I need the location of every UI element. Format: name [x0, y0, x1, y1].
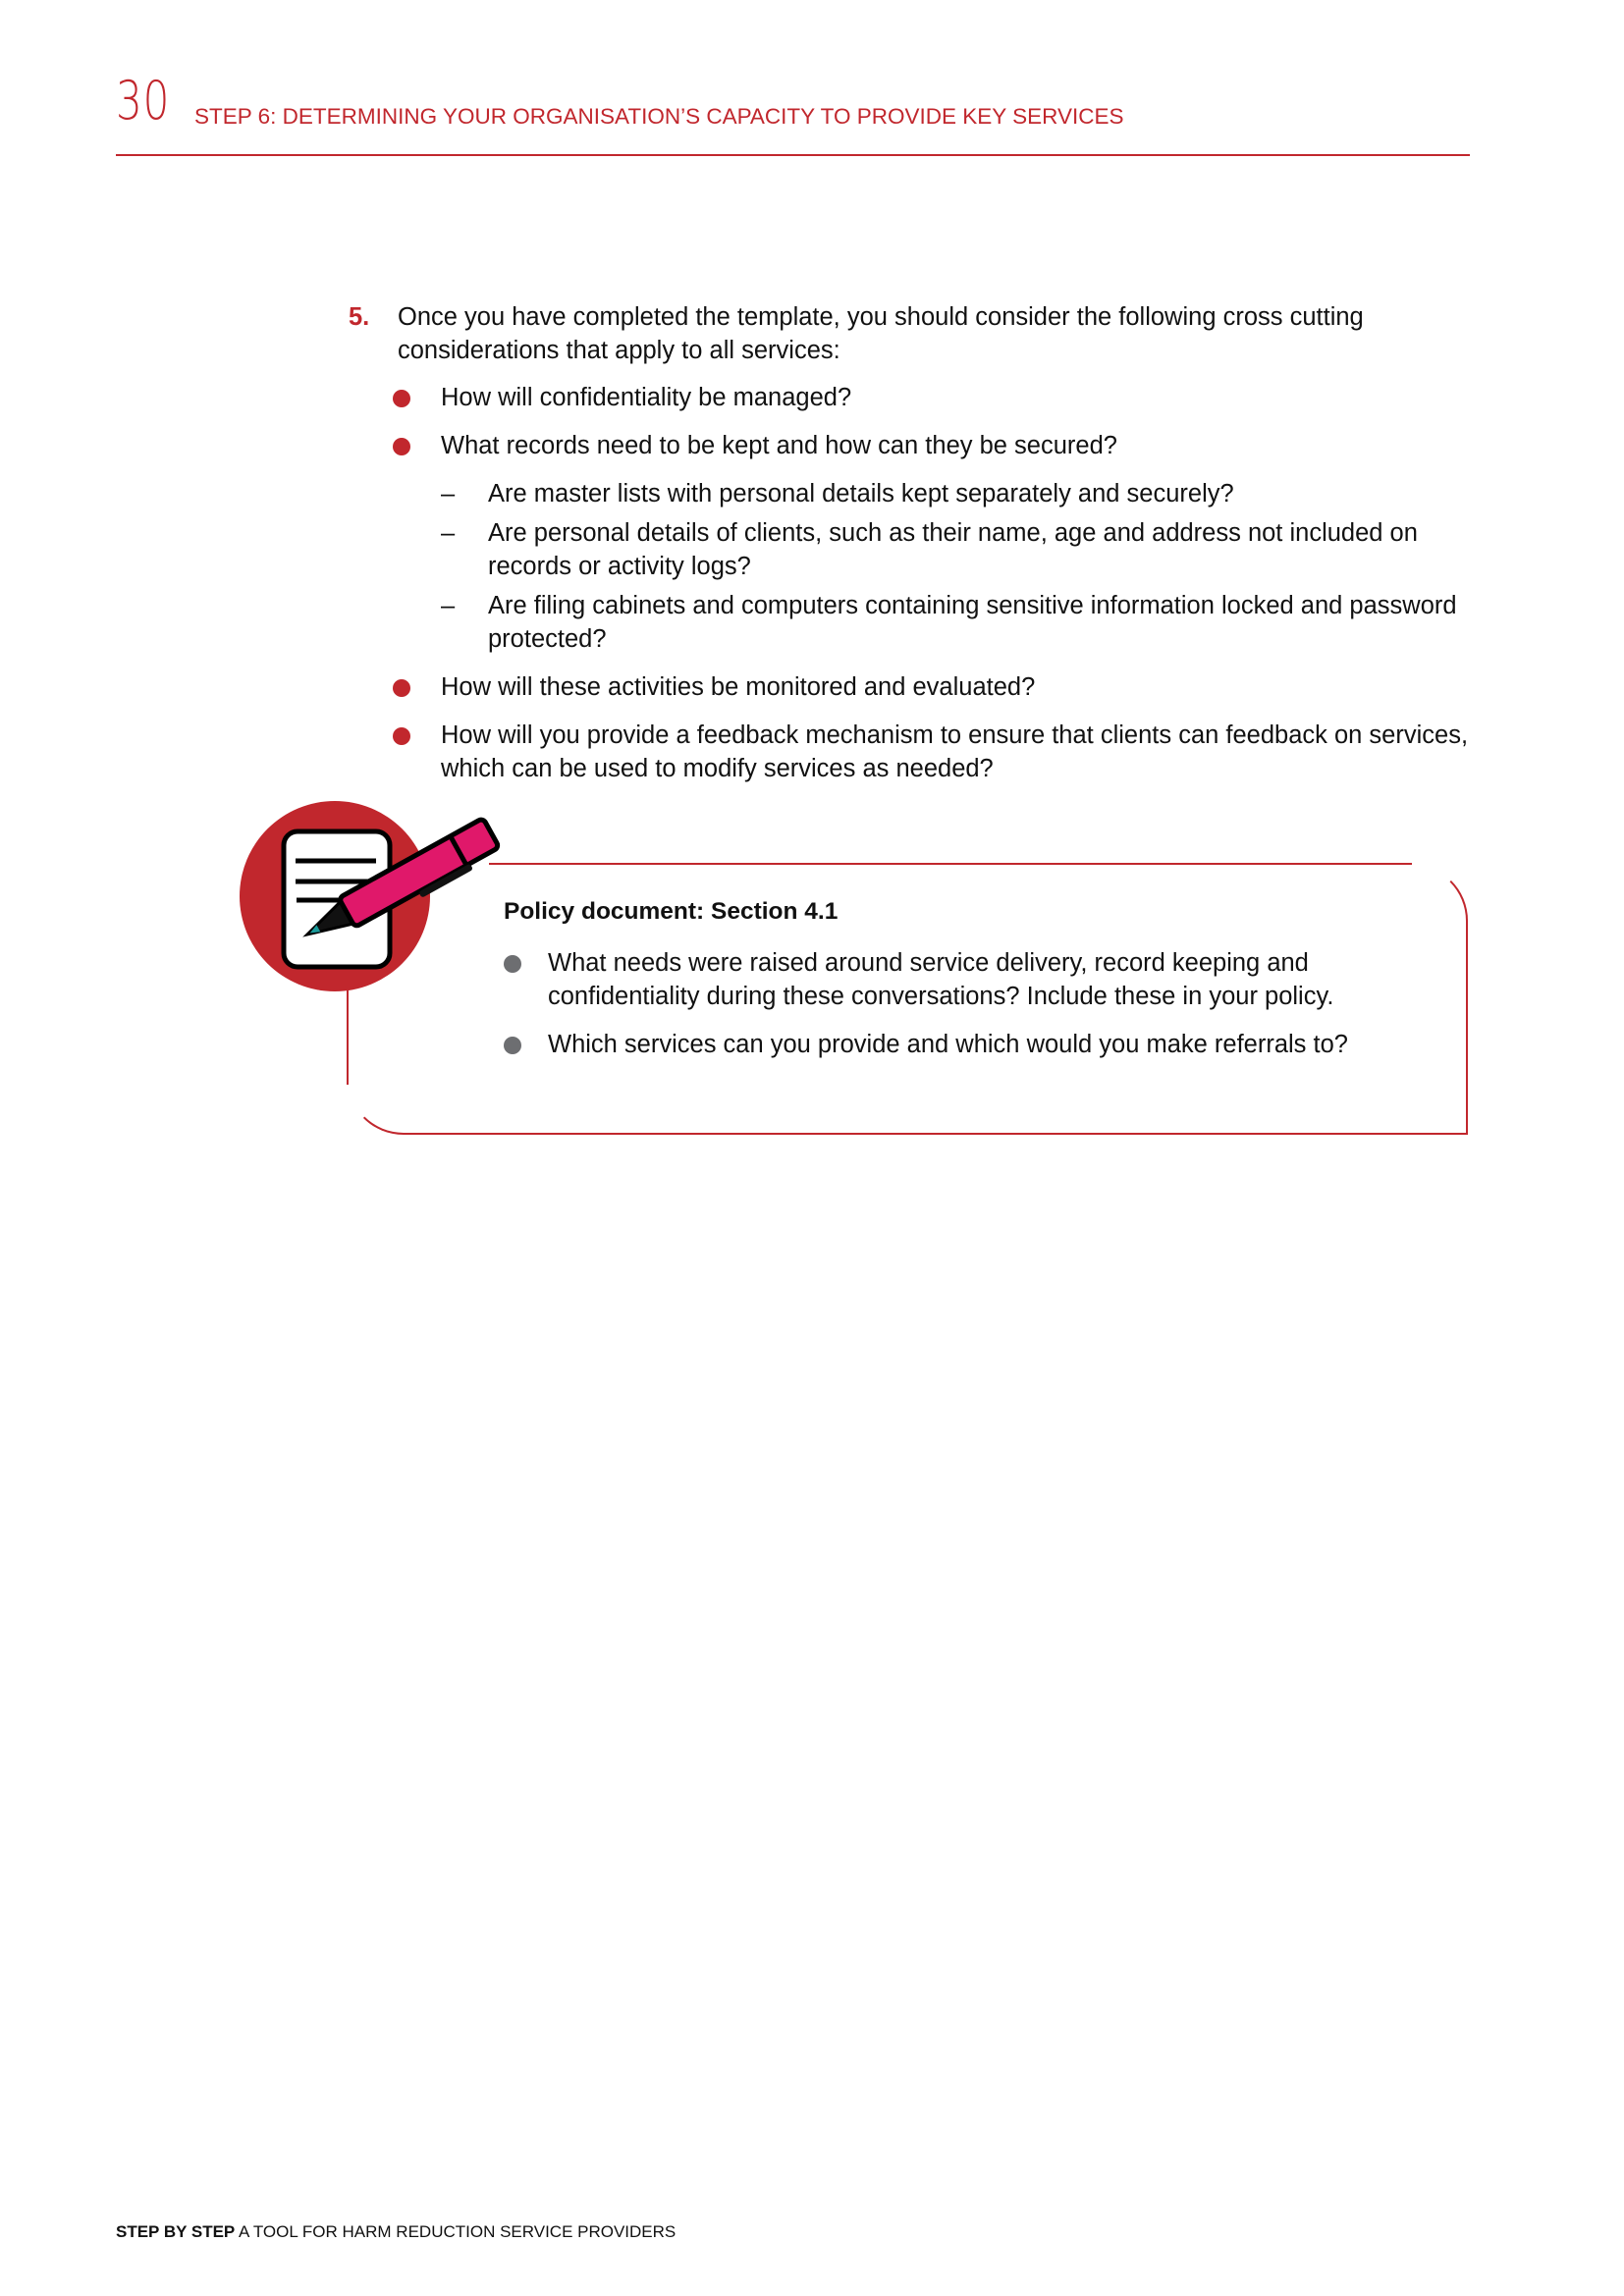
- dash-icon: –: [441, 592, 456, 619]
- dash-icon: –: [441, 519, 456, 547]
- numbered-item-5: [349, 300, 1478, 800]
- policy-list-item: [504, 946, 1446, 1013]
- bullet-icon: [504, 955, 521, 973]
- considerations-list: [349, 381, 1478, 785]
- bullet-icon: [393, 679, 410, 697]
- page-number: 30: [116, 70, 171, 132]
- list-item-text: How will you provide a feedback mechanism to ensure that clients can feedback on services, which can be used to modify services as needed?: [441, 721, 1469, 782]
- policy-box-top-border: [489, 863, 1412, 865]
- sub-list-item-text: Are filing cabinets and computers containing sensitive information locked and password protected?: [488, 592, 1457, 653]
- sub-list-item-text: Are master lists with personal details kept separately and securely?: [488, 480, 1234, 507]
- list-item-text: How will these activities be monitored and evaluated?: [441, 673, 1036, 701]
- footer: [116, 2222, 676, 2242]
- policy-heading: Policy document: Section 4.1: [504, 898, 839, 925]
- bullet-icon: [393, 438, 410, 455]
- bullet-icon: [504, 1037, 521, 1054]
- section-title: STEP 6: DETERMINING YOUR ORGANISATION’S CAPACITY TO PROVIDE KEY SERVICES: [194, 104, 1124, 129]
- policy-questions-list: [504, 946, 1446, 1061]
- footer-brand: STEP BY STEP: [116, 2222, 236, 2241]
- sub-list: [441, 477, 1478, 656]
- policy-section: [504, 895, 1446, 1076]
- sub-list-item: [441, 477, 1478, 510]
- bullet-icon: [393, 390, 410, 407]
- list-item-text: How will confidentiality be managed?: [441, 384, 852, 411]
- list-item: [349, 381, 1478, 414]
- document-pen-icon: [236, 800, 520, 996]
- header-divider: [116, 154, 1470, 156]
- item-number: 5.: [349, 303, 370, 331]
- item-lead-text: Once you have completed the template, you should consider the following cross cutting considerations that apply to all services:: [398, 303, 1364, 364]
- sub-list-item: [441, 589, 1478, 656]
- policy-box-left-border: [347, 987, 349, 1085]
- policy-list-item-text: Which services can you provide and which would you make referrals to?: [548, 1031, 1348, 1058]
- bullet-icon: [393, 727, 410, 745]
- policy-list-item: [504, 1028, 1446, 1061]
- sub-list-item-text: Are personal details of clients, such as their name, age and address not included on records or activity logs?: [488, 519, 1418, 580]
- dash-icon: –: [441, 480, 456, 507]
- list-item-text: What records need to be kept and how can they be secured?: [441, 432, 1117, 459]
- list-item: [349, 670, 1478, 704]
- list-item: [349, 719, 1478, 785]
- footer-tagline: A TOOL FOR HARM REDUCTION SERVICE PROVIDERS: [235, 2222, 677, 2241]
- policy-list-item-text: What needs were raised around service delivery, record keeping and confidentiality during these conversations? Include these in your policy.: [548, 949, 1334, 1010]
- sub-list-item: [441, 516, 1478, 583]
- list-item: [349, 429, 1478, 656]
